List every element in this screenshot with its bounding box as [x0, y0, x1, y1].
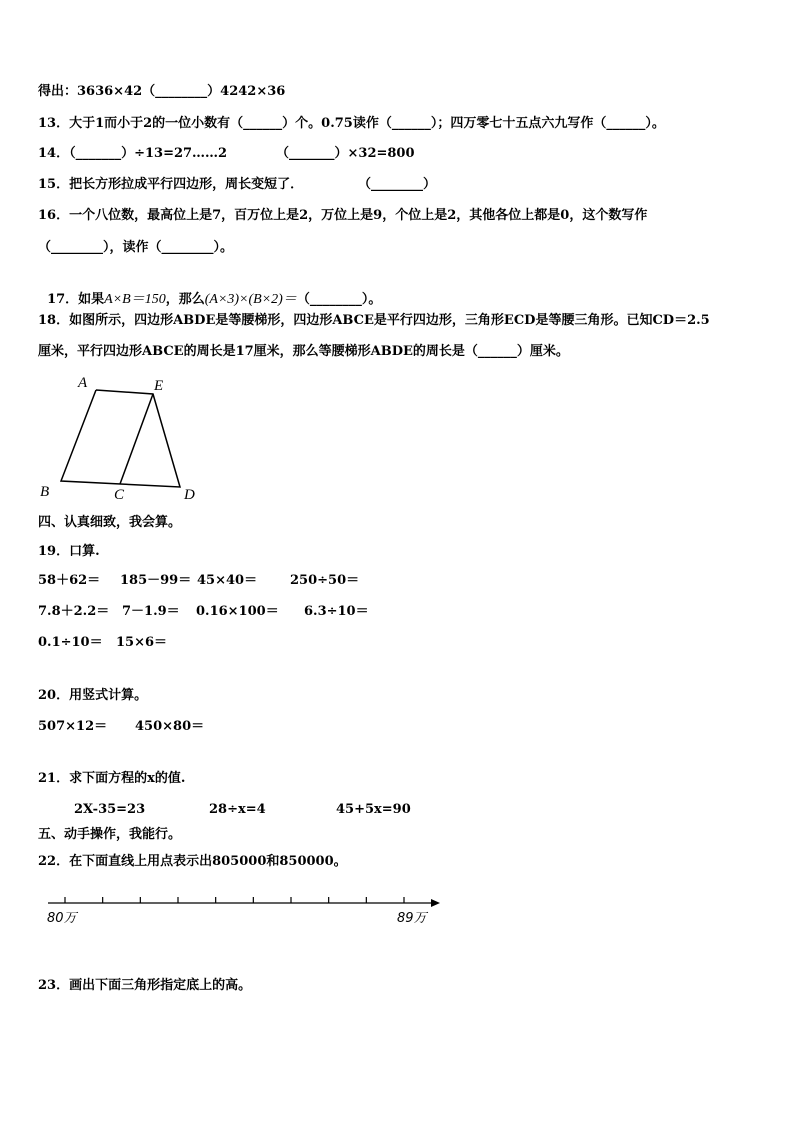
number-line-end-label: 89万 [397, 911, 427, 926]
number-line-arrow [431, 899, 440, 907]
segment-ec [120, 394, 153, 484]
question-17 [38, 276, 381, 308]
label-d: D [184, 487, 195, 503]
calc-1c: 45×40＝ [197, 573, 258, 588]
question-19: 19．口算. [38, 544, 100, 559]
question-17-equation-2: (A×3)×(B×2)＝ [204, 292, 297, 307]
label-c: C [114, 487, 125, 503]
trapezoid-figure [34, 372, 204, 504]
calc-3b: 15×6＝ [116, 635, 168, 650]
question-17-middle: ，那么 [165, 292, 205, 307]
label-e: E [154, 378, 164, 394]
calc-1a: 58＋62＝ [38, 573, 101, 588]
calc-4b: 450×80＝ [135, 719, 205, 734]
question-16-line-2: （________），读作（________）。 [38, 240, 234, 255]
question-16-line-1: 16．一个八位数，最高位上是7，百万位上是2，万位上是9，个位上是2，其他各位上都是0，这个数写作 [38, 208, 648, 223]
section-5-heading: 五、动手操作，我能行。 [38, 827, 182, 842]
question-15-blank: （________） [358, 177, 437, 192]
question-22: 22．在下面直线上用点表示出805000和850000。 [38, 854, 347, 869]
calc-4a: 507×12＝ [38, 719, 108, 734]
question-17-blank: （________）。 [296, 292, 382, 307]
question-17-equation-1: A×B＝150 [104, 292, 166, 307]
equation-1: 2X-35=23 [74, 802, 146, 817]
line-result: 得出：3636×42（________）4242×36 [38, 84, 286, 99]
number-line-start-label: 80万 [47, 911, 77, 926]
question-14-part-b: （_______）×32=800 [276, 146, 415, 161]
number-line-ticks [65, 897, 404, 903]
question-14-part-a: 14．（_______）÷13=27……2 [38, 146, 228, 161]
question-21: 21．求下面方程的x的值. [38, 771, 186, 786]
trapezoid-outline [61, 390, 180, 487]
label-a: A [78, 375, 88, 391]
calc-2b: 7－1.9＝ [122, 604, 180, 619]
calc-3a: 0.1÷10＝ [38, 635, 103, 650]
equation-3: 45+5x=90 [336, 802, 411, 817]
section-4-heading: 四、认真细致，我会算。 [38, 515, 182, 530]
calc-2d: 6.3÷10＝ [304, 604, 369, 619]
question-23: 23．画出下面三角形指定底上的高。 [38, 978, 252, 993]
question-17-prefix: 17．如果 [47, 292, 105, 307]
label-b: B [40, 484, 50, 500]
calc-2a: 7.8＋2.2＝ [38, 604, 110, 619]
question-18-line-1: 18．如图所示，四边形ABDE是等腰梯形，四边形ABCE是平行四边形，三角形ECD是等腰三角形。已知CD＝2.5 [38, 313, 710, 328]
question-20: 20．用竖式计算。 [38, 688, 148, 703]
question-13: 13．大于1而小于2的一位小数有（______）个。0.75读作（______）；四万零七十五点六九写作（______）。 [38, 116, 665, 131]
calc-2c: 0.16×100＝ [196, 604, 279, 619]
question-15: 15．把长方形拉成平行四边形，周长变短了． [38, 177, 304, 192]
calc-1b: 185－99＝ [120, 573, 192, 588]
question-18-line-2: 厘米，平行四边形ABCE的周长是17厘米，那么等腰梯形ABDE的周长是（______）厘米。 [38, 344, 569, 359]
number-line [40, 890, 450, 930]
equation-2: 28÷x=4 [209, 802, 266, 817]
calc-1d: 250÷50＝ [290, 573, 360, 588]
